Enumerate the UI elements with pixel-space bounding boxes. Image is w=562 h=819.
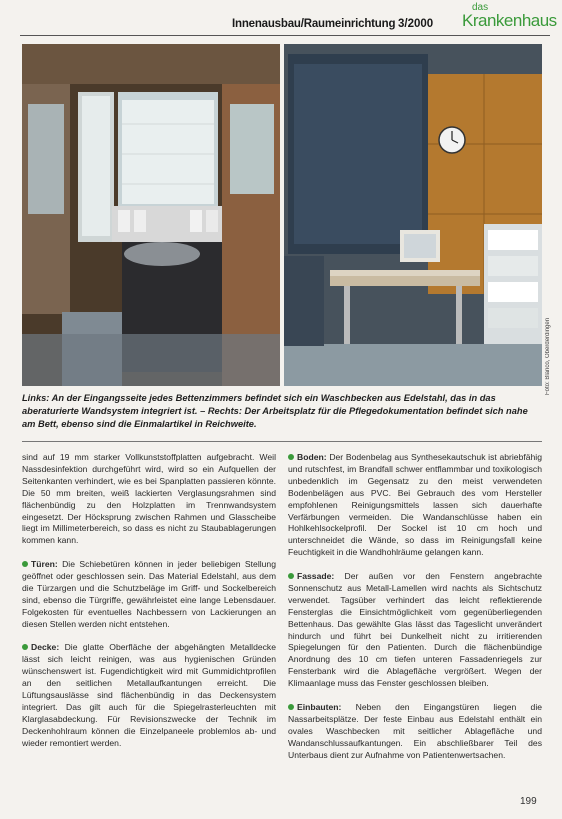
page-header [0, 0, 562, 40]
text-column-right [288, 452, 542, 773]
paragraph-text: Der Bodenbelag aus Synthesekautschuk ist abriebfähig und rutschfest, im Brandfall schwer entflammbar und toxikologisch unbedenklich im Gegensatz zu den meist verwendeten Bodenbelägen aus PVC. Bei Gebrauch des vom Hersteller empfohlenen Reinigungsmittels lassen sich dauerhafte Verfärbungen vermeiden. Die Wandanschlüsse haben ein Hohlkehlsockelprofil. Der Sockel ist 10 cm hoch und unterschneidet die Wände, so dass im Reinigungsfall keine Feuchtigkeit in die Wandhohlräume gelangen kann. [288, 452, 542, 558]
photo-credit: Foto: Blanco, Oberderdingen [545, 317, 551, 395]
header-divider [20, 35, 550, 36]
text-column-left [22, 452, 276, 762]
logo-main-text: Krankenhaus [462, 11, 557, 30]
caption-divider [22, 441, 542, 442]
paragraph-fassade [288, 571, 542, 690]
paragraph-boden [288, 452, 542, 559]
paragraph-text: Die Schiebetüren können in jeder beliebigen Stellung geöffnet oder geschlossen sein. Das Material Edelstahl, aus dem die Türzargen und die Schutzbeläge im Griff- und Sockelbereich sind, ebenso die Türgriffe, gewährleistet eine lange Lebensdauer. Folgekosten für eventuelles Nachbessern von Lackierungen an diesen Stellen werden nicht entstehen. [22, 559, 276, 629]
paragraph-einbauten [288, 702, 542, 762]
photo-workplace [284, 44, 542, 386]
paragraph-text: Die glatte Oberfläche der abgehängten Metalldecke lässt sich leicht reinigen, was aus hygienischen Gründen wünschenswert ist. Fugendichtigkeit wird mit Gummidichtprofilen an den seitlichen Metallaufkantungen erreicht. Die Lüftungsauslässe sind flächenbündig in das Deckensystem integriert. Das gilt auch für die Spiegelrasterleuchten mit Klarglasabdeckung. Für Revisionszwecke der Technik im Deckenhohlraum können die Einzelpaneele problemlos ab- und wieder remontiert werden. [22, 642, 276, 748]
paragraph-text: Der außen vor den Fenstern angebrachte Sonnenschutz aus Metall-Lamellen wird nachts als Sichtschutz verwendet. Tagsüber verhindert das leicht reflektierende Fensterglas die Einsichtmöglichkeit vom gegenüberliegenden Bettenhaus. Das gewählte Glas lässt das Tageslicht unverändert hindurch und führt bei Dunkelheit nicht zu irritierenden Spiegelungen für den Patienten. Durch die flächenbündige Anordnung des 10 cm tiefen unteren Fassadenriegels zur Fensterbank wird die Ablagefläche vergrößert. Wegen der Klimaanlage muss das Fenster geschlossen bleiben. [288, 571, 543, 689]
paragraph-decke [22, 642, 276, 749]
page-number: 199 [520, 796, 537, 807]
paragraph-text: Neben den Eingangstüren liegen die Nassarbeitsplätze. Der feste Einbau aus Edelstahl enthält ein ovales Waschbecken mit seitlicher Ablagefläche und Wandanschlussaufkantungen. Ein abschließbarer Teil des Unterbaus dient zur Aufnahme von Patientenwertsachen. [288, 702, 543, 760]
bullet-icon [288, 454, 294, 460]
bullet-icon [288, 704, 294, 710]
paragraph-text: sind auf 19 mm starker Vollkunststoffplatten aufgebracht. Weil Nassdesinfektion durchgeführt wird, wird so ein Aufquellen der Seitenkanten verhindert, wie es bei Spanplatten passieren könnte. Die 50 mm breiten, weiß lackierten Verglasungsrahmen sind flächenbündig zu den Holzplatten im Trennwandsystem eingesetzt. Der Höcksprung zwischen Rahmen und Glasscheibe liegt im Millimeterbereich, so dass es nicht zu Staubablagerungen kommen kann. [22, 452, 276, 546]
paragraph-lead: Boden: [297, 452, 327, 462]
paragraph-lead: Türen: [31, 559, 58, 570]
paragraph [22, 452, 276, 547]
photo-workplace-illustration [284, 44, 542, 386]
bullet-icon [22, 561, 28, 567]
photo-washbasin-illustration [22, 44, 280, 386]
logo-small-text: das [472, 2, 489, 13]
bullet-icon [288, 573, 294, 579]
header-issue-number: 3/2000 [398, 18, 434, 30]
photo-caption: Links: An der Eingangsseite jedes Bettenzimmers befindet sich ein Waschbecken aus Edelstahl, das in das aberaturierte Wandsystem integriert ist. – Rechts: Der Arbeitsplatz für die Pflegedokumentation befindet sich nahe am Bett, ebenso sind die Einmalartikel in Reichweite. [22, 393, 528, 429]
paragraph-lead: Einbauten: [297, 702, 342, 712]
photo-washbasin [22, 44, 280, 386]
paragraph-lead: Decke: [31, 642, 60, 653]
paragraph-lead: Fassade: [297, 571, 335, 582]
paragraph-tueren [22, 559, 276, 630]
header-section-title: Innenausbau/Raumeinrichtung [232, 18, 396, 30]
bullet-icon [22, 644, 28, 650]
